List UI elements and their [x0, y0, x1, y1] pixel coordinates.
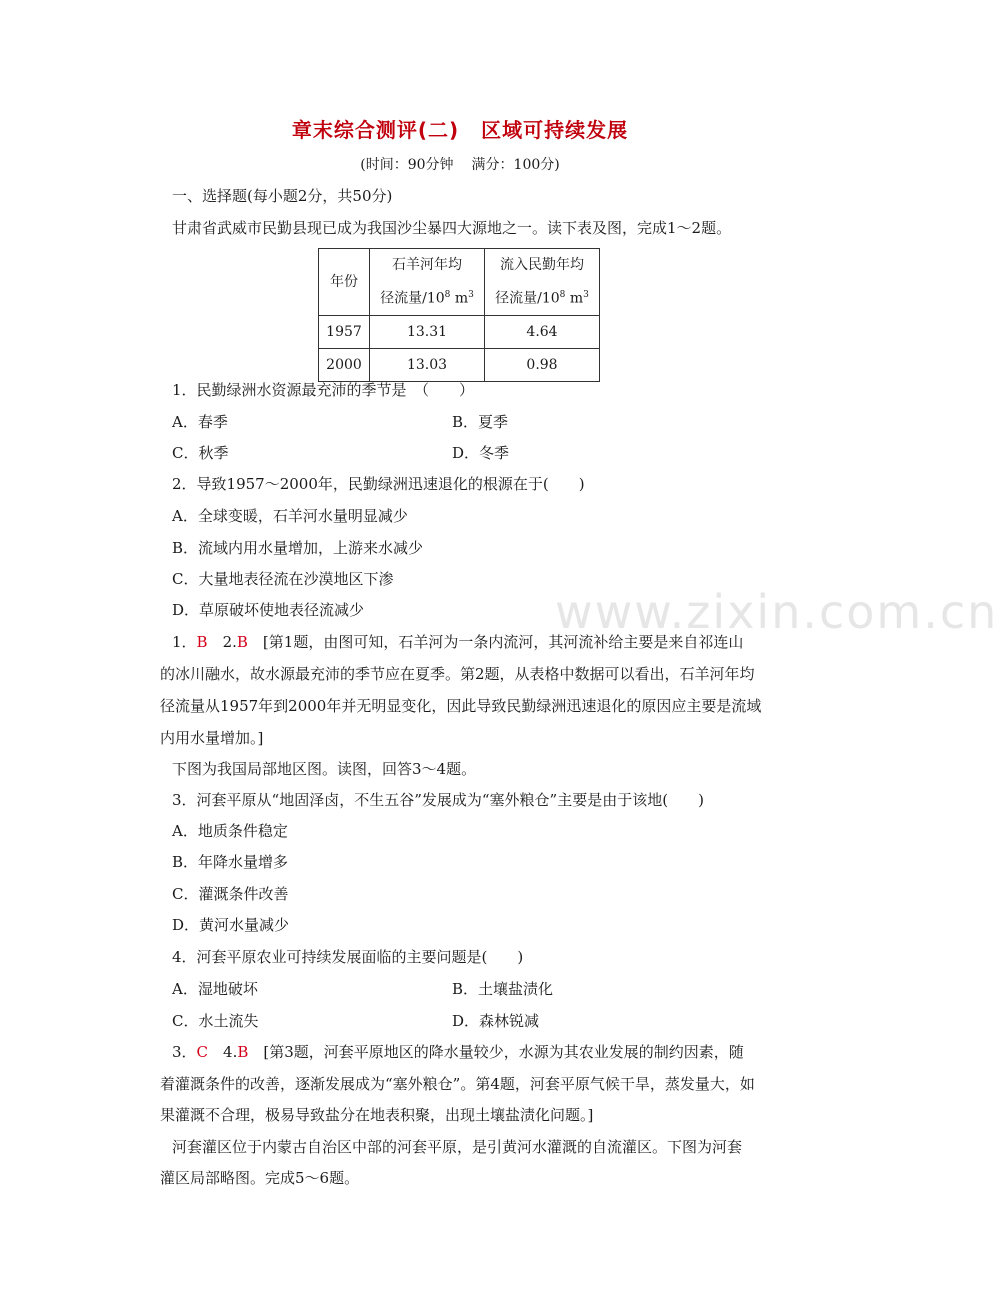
table-row	[319, 316, 600, 349]
q3-option-d: D．黄河水量减少	[172, 916, 290, 934]
title-part-1: 章末综合测评(二)	[291, 118, 460, 142]
answer-letter: B	[237, 1043, 249, 1061]
answer-1-2-line-1	[172, 632, 792, 652]
answer-number: 1．	[172, 633, 197, 651]
watermark: www.zixin.com.cn	[555, 585, 998, 639]
unit-exp: 8	[559, 290, 566, 301]
q4-option-a: A．湿地破坏	[172, 980, 258, 998]
table-row	[319, 349, 600, 382]
q3-option-c: C．灌溉条件改善	[172, 885, 289, 903]
group3-intro-line-2: 灌区局部略图。完成5～6题。	[160, 1169, 360, 1187]
table-header-minqin	[485, 249, 600, 316]
answer-letter: B	[236, 633, 248, 651]
answer-text: [第1题，由图可知，石羊河为一条内流河，其河流补给主要是来自祁连山	[247, 633, 744, 651]
answer-1-2-line-3: 径流量从1957年到2000年并无明显变化，因此导致民勤绿洲迅速退化的原因应主要是流域	[160, 697, 762, 715]
answer-1-2-line-4: 内用水量增加。]	[160, 729, 264, 747]
q1-option-a: A．春季	[172, 413, 228, 431]
group1-intro: 甘肃省武威市民勤县现已成为我国沙尘暴四大源地之一。读下表及图，完成1～2题。	[172, 219, 732, 237]
table-header-shiyang	[370, 249, 485, 316]
answer-3-4-line-2: 着灌溉条件的改善，逐渐发展成为“塞外粮仓”。第4题，河套平原气候干旱，蒸发量大，如	[160, 1075, 755, 1093]
table-header-year: 年份	[319, 249, 370, 316]
answer-number: 2.	[207, 633, 237, 651]
q1-option-c: C．秋季	[172, 444, 229, 462]
time-limit: (时间：90分钟	[360, 157, 454, 173]
table-cell-minqin: 0.98	[485, 349, 600, 382]
table-cell-year: 2000	[319, 349, 370, 382]
table-cell-year: 1957	[319, 316, 370, 349]
q2-stem: 2．导致1957～2000年，民勤绿洲迅速退化的根源在于( )	[172, 475, 585, 493]
table-cell-shiyang: 13.03	[370, 349, 485, 382]
answer-number: 3．	[172, 1043, 197, 1061]
section-heading: 一、选择题(每小题2分，共50分)	[172, 187, 393, 205]
q4-option-b: B．土壤盐渍化	[452, 980, 554, 998]
q3-option-a: A．地质条件稳定	[172, 822, 288, 840]
table-cell-minqin: 4.64	[485, 316, 600, 349]
q2-option-a: A．全球变暖，石羊河水量明显减少	[172, 507, 408, 525]
q4-stem: 4．河套平原农业可持续发展面临的主要问题是( )	[172, 948, 524, 966]
q1-option-b: B．夏季	[452, 413, 509, 431]
answer-text: [第3题，河套平原地区的降水量较少，水源为其农业发展的制约因素，随	[248, 1043, 744, 1061]
header-text: 流入民勤年均	[500, 257, 584, 274]
q2-option-d: D．草原破坏使地表径流减少	[172, 601, 365, 619]
q3-stem: 3．河套平原从“地固泽卤，不生五谷”发展成为“塞外粮仓”主要是由于该地( )	[172, 791, 704, 809]
q4-option-c: C．水土流失	[172, 1012, 259, 1030]
unit-m: m	[565, 290, 584, 307]
q2-option-b: B．流域内用水量增加，上游来水减少	[172, 539, 424, 557]
q2-option-c: C．大量地表径流在沙漠地区下渗	[172, 570, 394, 588]
group2-intro: 下图为我国局部地区图。读图，回答3～4题。	[172, 760, 477, 778]
header-unit	[370, 280, 484, 314]
answer-3-4-line-1	[172, 1042, 792, 1062]
unit-exp: 8	[444, 290, 451, 301]
runoff-table	[318, 248, 600, 382]
group3-intro-line-1: 河套灌区位于内蒙古自治区中部的河套平原，是引黄河水灌溉的自流灌区。下图为河套	[172, 1138, 743, 1156]
unit-m: m	[450, 290, 469, 307]
unit-exp-3: 3	[583, 290, 589, 301]
header-unit	[485, 280, 599, 314]
full-score: 满分：100分)	[471, 157, 560, 173]
answer-1-2-line-2: 的冰川融水，故水源最充沛的季节应在夏季。第2题，从表格中数据可以看出，石羊河年均	[160, 665, 755, 683]
table-header-row	[319, 249, 600, 316]
table-cell-shiyang: 13.31	[370, 316, 485, 349]
header-text: 石羊河年均	[392, 257, 462, 274]
answer-3-4-line-3: 果灌溉不合理，极易导致盐分在地表积聚，出现土壤盐渍化问题。]	[160, 1106, 594, 1124]
answer-number: 4.	[208, 1043, 238, 1061]
title-part-2: 区域可持续发展	[481, 118, 629, 142]
q1-option-d: D．冬季	[452, 444, 510, 462]
unit-exp-3: 3	[468, 290, 474, 301]
q1-stem: 1．民勤绿洲水资源最充沛的季节是 （ ）	[172, 381, 475, 399]
unit-text: 径流量/10	[495, 290, 560, 307]
exam-info	[0, 154, 920, 174]
q3-option-b: B．年降水量增多	[172, 853, 289, 871]
answer-letter: C	[196, 1043, 209, 1061]
answer-letter: B	[196, 633, 208, 651]
unit-text: 径流量/10	[380, 290, 445, 307]
page-title	[0, 114, 920, 143]
q4-option-d: D．森林锐减	[452, 1012, 540, 1030]
